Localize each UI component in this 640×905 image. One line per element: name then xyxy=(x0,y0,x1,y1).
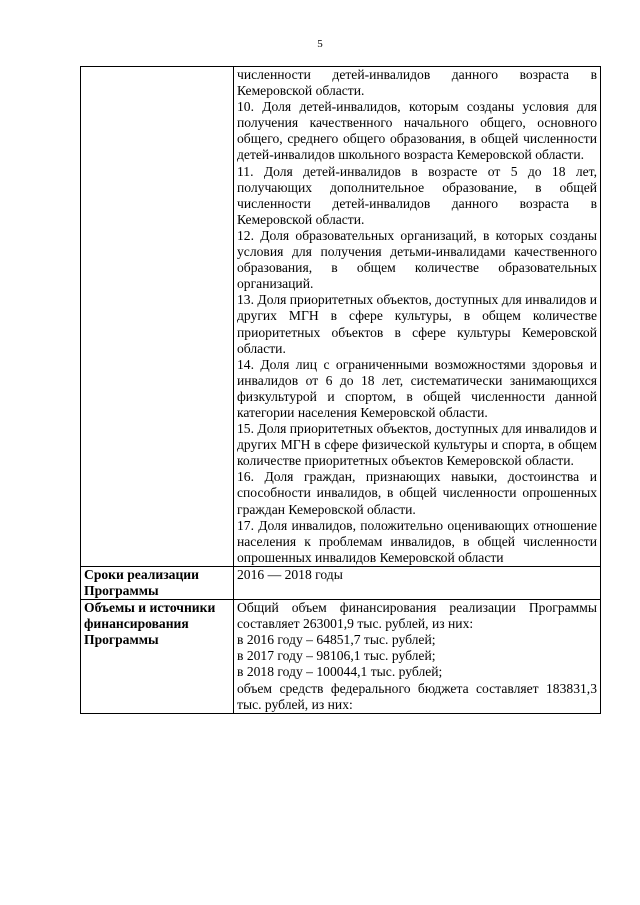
financing-paragraph: в 2018 году – 100044,1 тыс. рублей; xyxy=(237,664,443,680)
row-label-indicators xyxy=(81,67,234,567)
program-passport-table xyxy=(80,66,601,714)
financing-paragraph: объем средств федерального бюджета составляет 183831,3 тыс. рублей, из них: xyxy=(237,680,597,712)
indicator-paragraph: 15. Доля приоритетных объектов, доступных для инвалидов и других МГН в сфере физической культуры и спорта, в общем количестве приоритетных объектов Кемеровской области. xyxy=(237,421,597,469)
financing-paragraph: Общий объем финансирования реализации Программы составляет 263001,9 тыс. рублей, из них: xyxy=(237,600,597,632)
row-label-financing: Объемы и источники финансирования Программы xyxy=(81,600,234,714)
row-content-financing xyxy=(234,600,601,714)
financing-paragraph: в 2016 году – 64851,7 тыс. рублей; xyxy=(237,632,436,648)
financing-paragraph: в 2017 году – 98106,1 тыс. рублей; xyxy=(237,648,436,664)
indicator-paragraph: 16. Доля граждан, признающих навыки, достоинства и способности инвалидов, в общей численности опрошенных граждан Кемеровской области. xyxy=(237,469,597,517)
indicator-paragraph: численности детей-инвалидов данного возраста в Кемеровской области. xyxy=(237,67,597,99)
page-number: 5 xyxy=(317,38,323,50)
row-label-terms: Сроки реализации Программы xyxy=(81,566,234,599)
indicator-paragraph: 13. Доля приоритетных объектов, доступных для инвалидов и других МГН в сфере культуры, в общем количестве приоритетных объектов в сфере культуры Кемеровской области. xyxy=(237,292,597,356)
indicator-paragraph: 11. Доля детей-инвалидов в возрасте от 5 до 18 лет, получающих дополнительное образование, в общей численности детей-инвалидов данного возраста в Кемеровской области. xyxy=(237,163,597,227)
indicator-paragraph: 10. Доля детей-инвалидов, которым созданы условия для получения качественного начального общего, основного общего, среднего общего образования, в общей численности детей-инвалидов школьного возраста Кемеровской области. xyxy=(237,99,597,163)
indicator-paragraph: 12. Доля образовательных организаций, в которых созданы условия для получения детьми-инвалидами качественного образования, в общем количестве образовательных организаций. xyxy=(237,227,597,292)
terms-paragraph: 2016 — 2018 годы xyxy=(237,566,343,582)
table-row-financing xyxy=(81,600,601,714)
indicator-paragraph: 14. Доля лиц с ограниченными возможностями здоровья и инвалидов от 6 до 18 лет, систематически занимающихся физкультурой и спортом, в общей численности данной категории населения Кемеровской области. xyxy=(237,356,597,420)
table-row-indicators xyxy=(81,67,601,567)
table-row-terms xyxy=(81,566,601,599)
row-content-terms xyxy=(234,566,601,599)
row-content-indicators xyxy=(234,67,601,567)
indicator-paragraph: 17. Доля инвалидов, положительно оценивающих отношение населения к проблемам инвалидов, в общей численности опрошенных инвалидов Кемеровской области xyxy=(237,517,597,565)
